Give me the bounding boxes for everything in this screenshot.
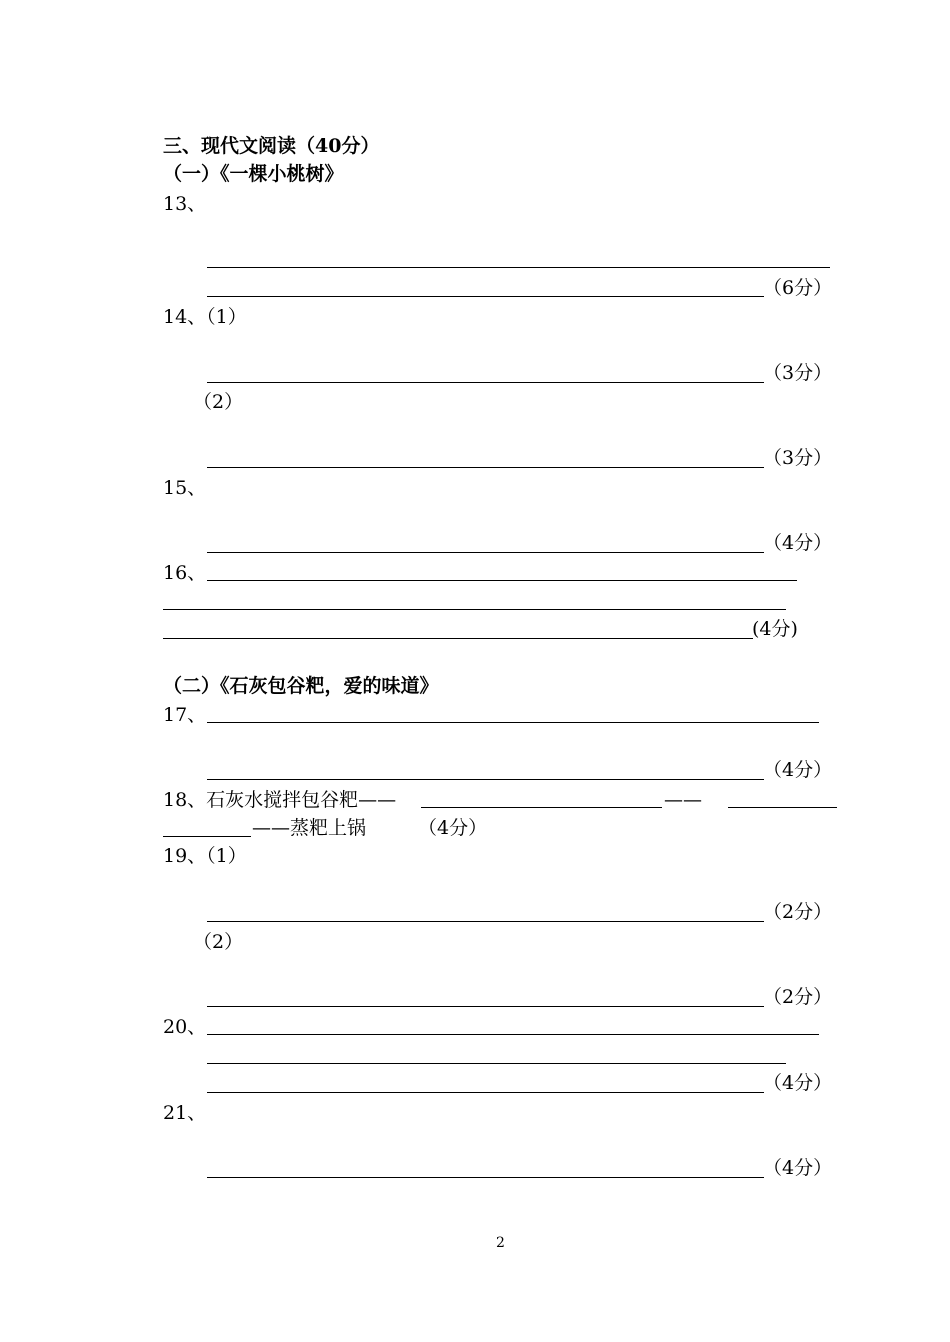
score-19-1: （2分） — [763, 901, 833, 923]
fill-blank-line[interactable] — [728, 807, 837, 808]
question-18-suffix: ——蒸粑上锅 — [252, 817, 367, 839]
score-19-2: （2分） — [763, 986, 833, 1008]
question-17-label: 17、 — [163, 704, 207, 726]
answer-line[interactable] — [207, 921, 764, 922]
answer-line[interactable] — [207, 1177, 764, 1178]
score-17: （4分） — [763, 759, 833, 781]
score-15: （4分） — [763, 532, 833, 554]
answer-line[interactable] — [207, 467, 764, 468]
fill-blank-line[interactable] — [421, 807, 662, 808]
question-15-label: 15、 — [163, 477, 207, 499]
page-number: 2 — [496, 1235, 505, 1251]
question-18-dash: —— — [664, 789, 702, 811]
part1-title: （一）《一棵小桃树》 — [163, 163, 344, 185]
answer-line[interactable] — [207, 552, 764, 553]
answer-line[interactable] — [207, 1063, 786, 1064]
part2-title: （二）《石灰包谷粑，爱的味道》 — [163, 675, 439, 697]
fill-blank-line[interactable] — [163, 836, 251, 837]
section-title: 三、现代文阅读（40分） — [163, 135, 380, 157]
answer-line[interactable] — [207, 1034, 819, 1035]
score-14-1: （3分） — [763, 362, 833, 384]
question-20-label: 20、 — [163, 1016, 207, 1038]
answer-line[interactable] — [207, 580, 797, 581]
question-14-label: 14、（1） — [163, 306, 247, 328]
answer-line[interactable] — [207, 1092, 764, 1093]
score-14-2: （3分） — [763, 447, 833, 469]
score-18: （4分） — [418, 817, 488, 839]
question-21-label: 21、 — [163, 1102, 207, 1124]
answer-line[interactable] — [207, 296, 764, 297]
question-18-prefix: 18、石灰水搅拌包谷粑—— — [163, 789, 397, 811]
score-20: （4分） — [763, 1072, 833, 1094]
answer-line[interactable] — [207, 382, 764, 383]
question-14-2-label: （2） — [193, 391, 244, 413]
question-19-label: 19、（1） — [163, 845, 247, 867]
score-21: （4分） — [763, 1157, 833, 1179]
answer-line[interactable] — [163, 609, 786, 610]
question-13-label: 13、 — [163, 193, 207, 215]
answer-line[interactable] — [207, 1006, 764, 1007]
question-19-2-label: （2） — [193, 931, 244, 953]
score-16: (4分) — [752, 618, 798, 640]
answer-line[interactable] — [207, 779, 764, 780]
score-13: （6分） — [763, 277, 833, 299]
answer-line[interactable] — [207, 722, 819, 723]
question-16-label: 16、 — [163, 562, 207, 584]
answer-line[interactable] — [163, 638, 753, 639]
answer-line[interactable] — [207, 267, 830, 268]
